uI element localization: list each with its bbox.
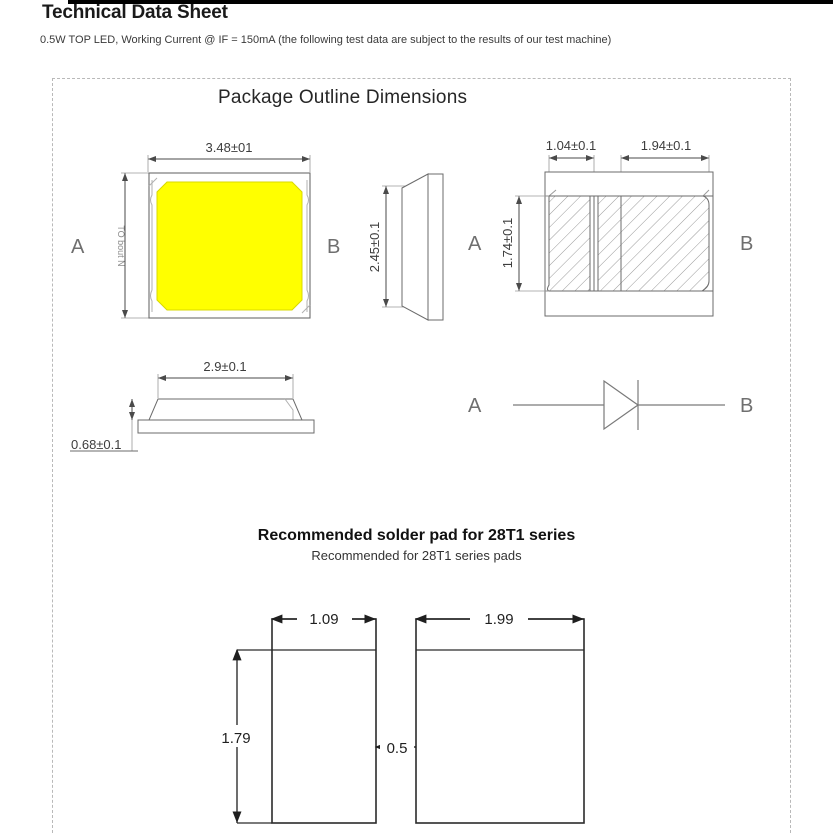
led-side-view xyxy=(367,174,443,320)
dim-pad-gap: 0.5 xyxy=(386,740,408,757)
package-outline-heading: Package Outline Dimensions xyxy=(218,87,468,108)
dim-profile-height: 0.68±0.1 xyxy=(71,437,122,452)
page-subtitle: 0.5W TOP LED, Working Current @ IF = 150mA (the following test data are subject to the results of our test machine) xyxy=(40,34,612,46)
dim-bottom-height: 1.74±0.1 xyxy=(500,217,515,269)
led-top-view xyxy=(116,140,310,318)
dim-top-height: TO bout N xyxy=(116,225,126,267)
solder-pad-subheading: Recommended for 28T1 series pads xyxy=(311,548,522,563)
label-b-diode: B xyxy=(740,395,754,417)
solder-pad-drawing xyxy=(210,608,584,823)
diode-symbol xyxy=(513,380,725,430)
dim-pad-height: 1.79 xyxy=(221,730,251,747)
solder-pad-heading: Recommended solder pad for 28T1 series xyxy=(257,527,576,544)
label-a-diode: A xyxy=(468,395,482,417)
led-bottom-view xyxy=(500,138,713,316)
dim-profile-width: 2.9±0.1 xyxy=(203,359,247,374)
page-title: Technical Data Sheet xyxy=(42,2,228,23)
dim-bottom-pad2: 1.94±0.1 xyxy=(640,138,692,153)
dim-bottom-pad1: 1.04±0.1 xyxy=(545,138,597,153)
dim-side-height: 2.45±0.1 xyxy=(367,221,382,273)
label-b-top-view: B xyxy=(327,236,341,258)
phosphor-area xyxy=(157,182,302,310)
dim-left-pad-width: 1.09 xyxy=(309,611,339,628)
label-b-bottom-view: B xyxy=(740,233,754,255)
led-profile-view xyxy=(70,359,314,452)
label-a-bottom-view: A xyxy=(468,233,482,255)
label-a-top-view: A xyxy=(71,236,85,258)
dim-right-pad-width: 1.99 xyxy=(484,611,514,628)
dim-top-width: 3.48±01 xyxy=(205,140,253,155)
